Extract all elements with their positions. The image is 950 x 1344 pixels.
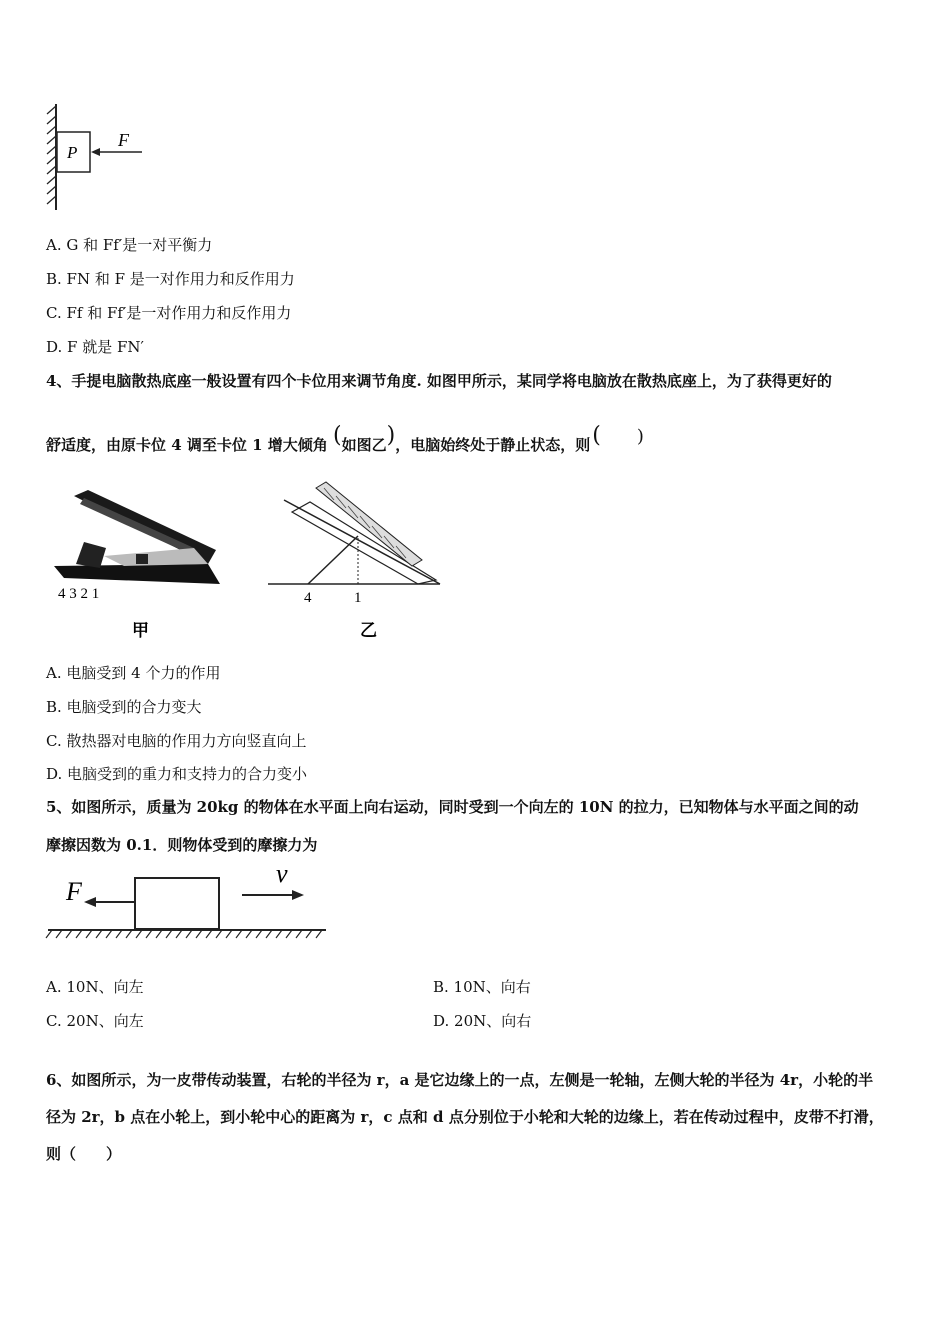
force-label: F [118,130,129,150]
q6-stem-line3: 则（ ） [46,1145,122,1163]
q6-stem-line1: 6、如图所示，为一皮带传动装置，右轮的半径为 r，a 是它边缘上的一点，左侧是一轮轴，左侧大轮的半径为 4r，小轮的半 [46,1071,874,1089]
q5-stem-line1: 5、如图所示，质量为 20kg 的物体在水平面上向右运动，同时受到一个向左的 10N 的拉力，已知物体与水平面之间的动 [46,798,859,816]
q4-option-c: C. 散热器对电脑的作用力方向竖直向上 [46,732,307,750]
paren-open: ( [333,423,342,448]
q3-option-c: C. Ff 和 Ff′是一对作用力和反作用力 [46,304,292,322]
friction-block-figure [44,862,334,944]
caption-yi: 乙 [360,621,377,641]
q4-stem-line2-text: 舒适度，由原卡位 4 调至卡位 1 增大倾角 [46,436,328,454]
q3-option-b: B. FN 和 F 是一对作用力和反作用力 [46,270,295,288]
answer-paren-close: ) [636,426,644,447]
q4-stem-line2 [46,423,644,455]
q6-stem-line2: 径为 2r，b 点在小轮上，到小轮中心的距离为 r，c 点和 d 点分别位于小轮和大轮的边缘上，若在传动过程中，皮带不打滑， [46,1108,884,1126]
force-arrowhead [91,148,100,156]
q5-option-a: A. 10N、向左 [46,978,144,996]
q4-stem-line2-tail: ，电脑始终处于静止状态，则 [395,436,591,454]
q4-option-b: B. 电脑受到的合力变大 [46,698,202,716]
laptop-tilted [316,482,422,566]
stand-leg [76,542,106,568]
q5-option-d: D. 20N、向右 [433,1012,532,1030]
q5-option-b: B. 10N、向右 [433,978,531,996]
force-arrowhead [84,897,96,907]
label-4: 4 [304,590,312,606]
stand-clip [136,554,148,564]
cooling-fan-area [104,548,208,566]
block [135,878,219,929]
q4-stem-line1: 4、手提电脑散热底座一般设置有四个卡位用来调节角度. 如图甲所示，某同学将电脑放在散热底座上，为了获得更好的 [46,372,832,390]
velocity-arrowhead [292,890,304,900]
wall-hatching [47,106,56,204]
q5-stem-line2: 摩擦因数为 0.1．则物体受到的摩擦力为 [46,836,318,854]
angle-schematic-figure [264,480,450,644]
q3-option-d: D. F 就是 FN′ [46,338,144,356]
q3-option-a: A. G 和 Ff′是一对平衡力 [46,236,213,254]
wall-block-figure [40,100,150,212]
q4-option-d: D. 电脑受到的重力和支持力的合力变小 [46,765,308,783]
caption-jia: 甲 [132,621,149,641]
q4-option-a: A. 电脑受到 4 个力的作用 [46,664,221,682]
ground-hatching [46,930,322,938]
laptop-stand-figure [44,484,234,644]
cooling-base [54,564,220,584]
velocity-label: v [276,862,288,888]
paren-close: ) [386,423,396,448]
label-1: 1 [354,590,362,606]
answer-paren-open: ( [592,423,601,448]
q5-option-c: C. 20N、向左 [46,1012,144,1030]
force-label: F [66,877,82,906]
block-label: P [67,143,78,162]
slot-labels: 4 3 2 1 [58,586,100,602]
support-4 [308,536,358,584]
q4-figure-ref: 如图乙 [341,436,387,454]
